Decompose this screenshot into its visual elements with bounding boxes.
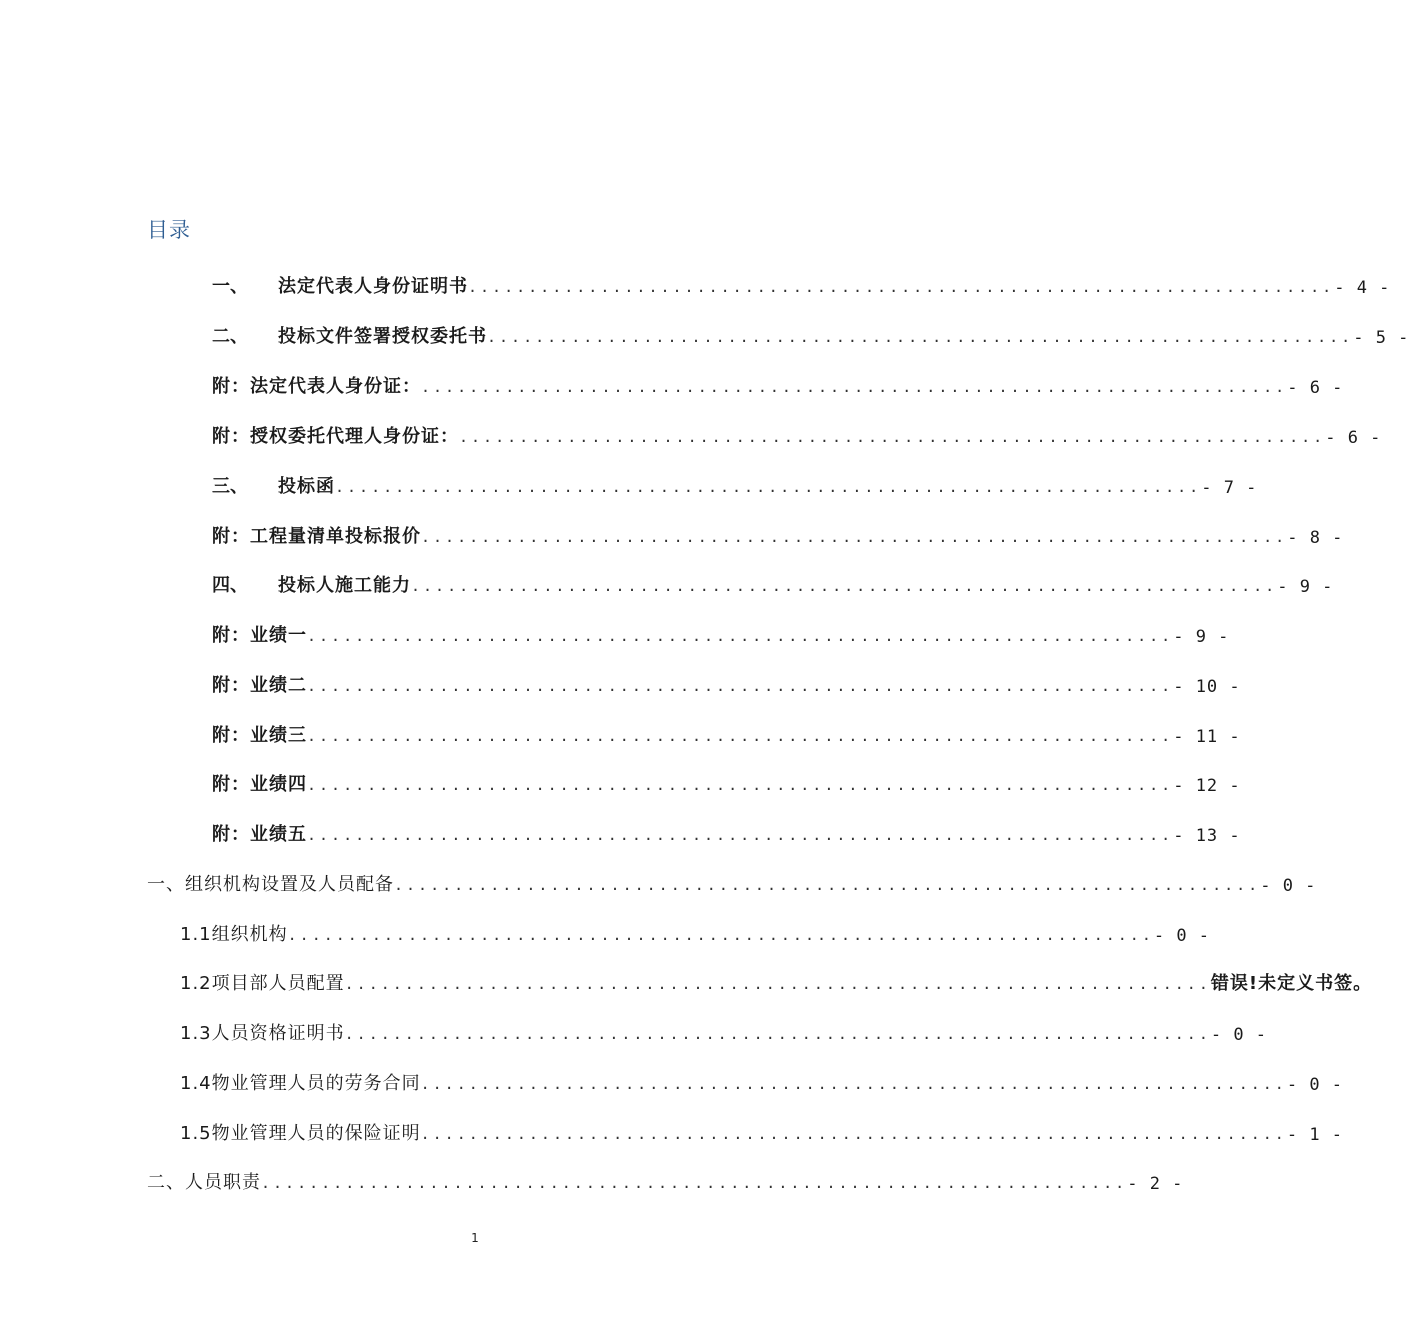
toc-entry-text: 1.2项目部人员配置: [180, 973, 345, 994]
toc-entry-page: - 9 -: [1173, 627, 1230, 647]
toc-entry[interactable]: [180, 965, 1373, 995]
toc-entry-page: - 5 -: [1353, 328, 1409, 348]
toc-dot-leader: ........................................................................: [307, 677, 1174, 695]
toc-entry-page: - 8 -: [1287, 528, 1344, 548]
toc-dot-leader: ........................................................................: [468, 278, 1335, 296]
toc-entry[interactable]: [212, 368, 1344, 398]
toc-entry-page-error: 错误!未定义书签。: [1210, 973, 1373, 994]
toc-entry-text: 附：授权委托代理人身份证：: [212, 426, 459, 447]
toc-entry-text: 投标文件签署授权委托书: [278, 326, 487, 347]
toc-dot-leader: ........................................................................: [420, 1075, 1287, 1093]
toc-entry[interactable]: [147, 866, 1317, 896]
toc-dot-leader: ........................................................................: [307, 826, 1174, 844]
toc-entry-text: 附：业绩二: [212, 675, 307, 696]
toc-dot-leader: ........................................................................: [307, 627, 1174, 645]
toc-dot-leader: ........................................................................: [287, 926, 1154, 944]
toc-entry-text: 投标函: [278, 476, 335, 497]
toc-entry-page: - 10 -: [1173, 677, 1241, 697]
toc-entry-page: - 0 -: [1210, 1025, 1268, 1045]
toc-entry-text: 1.3人员资格证明书: [180, 1023, 345, 1044]
toc-dot-leader: ........................................................................: [344, 975, 1211, 993]
toc-entry[interactable]: [212, 567, 1334, 597]
toc-entry-page: - 0 -: [1260, 876, 1317, 896]
toc-dot-leader: ........................................................................: [420, 1125, 1287, 1143]
toc-dot-leader: ........................................................................: [411, 577, 1278, 595]
toc-entry[interactable]: [212, 816, 1241, 846]
toc-entry[interactable]: [180, 1015, 1268, 1045]
toc-entry-text: 1.4物业管理人员的劳务合同: [180, 1073, 421, 1094]
toc-entry[interactable]: [212, 468, 1258, 498]
toc-entry-text: 附：业绩一: [212, 625, 307, 646]
toc-entry-text: 一、组织机构设置及人员配备: [147, 874, 394, 895]
toc-entry-page: - 0 -: [1286, 1075, 1344, 1095]
toc-dot-leader: ........................................................................: [487, 328, 1354, 346]
toc-entry-number: 二、: [212, 326, 248, 347]
toc-entry-page: - 12 -: [1173, 776, 1241, 796]
toc-entry-text: 附：业绩四: [212, 774, 307, 795]
toc-entry-text: 附：业绩五: [212, 824, 307, 845]
toc-entry[interactable]: [212, 318, 1409, 348]
toc-entry[interactable]: [180, 1065, 1344, 1095]
toc-dot-leader: ........................................................................: [459, 428, 1326, 446]
toc-entry[interactable]: [212, 518, 1344, 548]
toc-dot-leader: ........................................................................: [307, 727, 1174, 745]
toc-entry-number: 一、: [212, 276, 248, 297]
toc-entry[interactable]: [147, 1164, 1184, 1194]
toc-dot-leader: ........................................................................: [394, 876, 1261, 894]
toc-entry[interactable]: [212, 717, 1241, 747]
toc-entry-page: - 2 -: [1127, 1174, 1184, 1194]
toc-entry[interactable]: [180, 916, 1211, 946]
toc-entry[interactable]: [212, 766, 1241, 796]
toc-entry-page: - 13 -: [1173, 826, 1241, 846]
toc-entry-page: - 4 -: [1334, 278, 1391, 298]
toc-entry-number: 四、: [212, 575, 248, 596]
toc-entry-text: 1.1组织机构: [180, 924, 288, 945]
toc-entry-text: 附：工程量清单投标报价: [212, 526, 421, 547]
toc-entry-text: 附：业绩三: [212, 725, 307, 746]
toc-dot-leader: ........................................................................: [421, 378, 1288, 396]
toc-entry-text: 附：法定代表人身份证：: [212, 376, 421, 397]
toc-entry-text: 投标人施工能力: [278, 575, 411, 596]
toc-dot-leader: ........................................................................: [335, 478, 1202, 496]
toc-entry[interactable]: [212, 418, 1382, 448]
toc-entry-number: 三、: [212, 476, 248, 497]
footer-page-number: 1: [471, 1231, 479, 1245]
toc-entry-text: 1.5物业管理人员的保险证明: [180, 1123, 421, 1144]
toc-entry-page: - 11 -: [1173, 727, 1241, 747]
toc-entry-text: 二、人员职责: [147, 1172, 261, 1193]
toc-dot-leader: ........................................................................: [421, 528, 1288, 546]
toc-entry-text: 法定代表人身份证明书: [278, 276, 468, 297]
toc-entry-page: - 0 -: [1153, 926, 1211, 946]
toc-entry-page: - 1 -: [1286, 1125, 1344, 1145]
toc-title: 目录: [147, 218, 191, 242]
toc-dot-leader: ........................................................................: [261, 1174, 1128, 1192]
toc-entry-page: - 7 -: [1201, 478, 1258, 498]
toc-dot-leader: ........................................................................: [344, 1025, 1211, 1043]
toc-entry-page: - 6 -: [1287, 378, 1344, 398]
toc-entry[interactable]: [180, 1115, 1344, 1145]
toc-entry-page: - 9 -: [1277, 577, 1334, 597]
toc-entry[interactable]: [212, 667, 1241, 697]
toc-entry[interactable]: [212, 617, 1230, 647]
toc-entry-page: - 6 -: [1325, 428, 1382, 448]
toc-entry[interactable]: [212, 268, 1391, 298]
toc-dot-leader: ........................................................................: [307, 776, 1174, 794]
